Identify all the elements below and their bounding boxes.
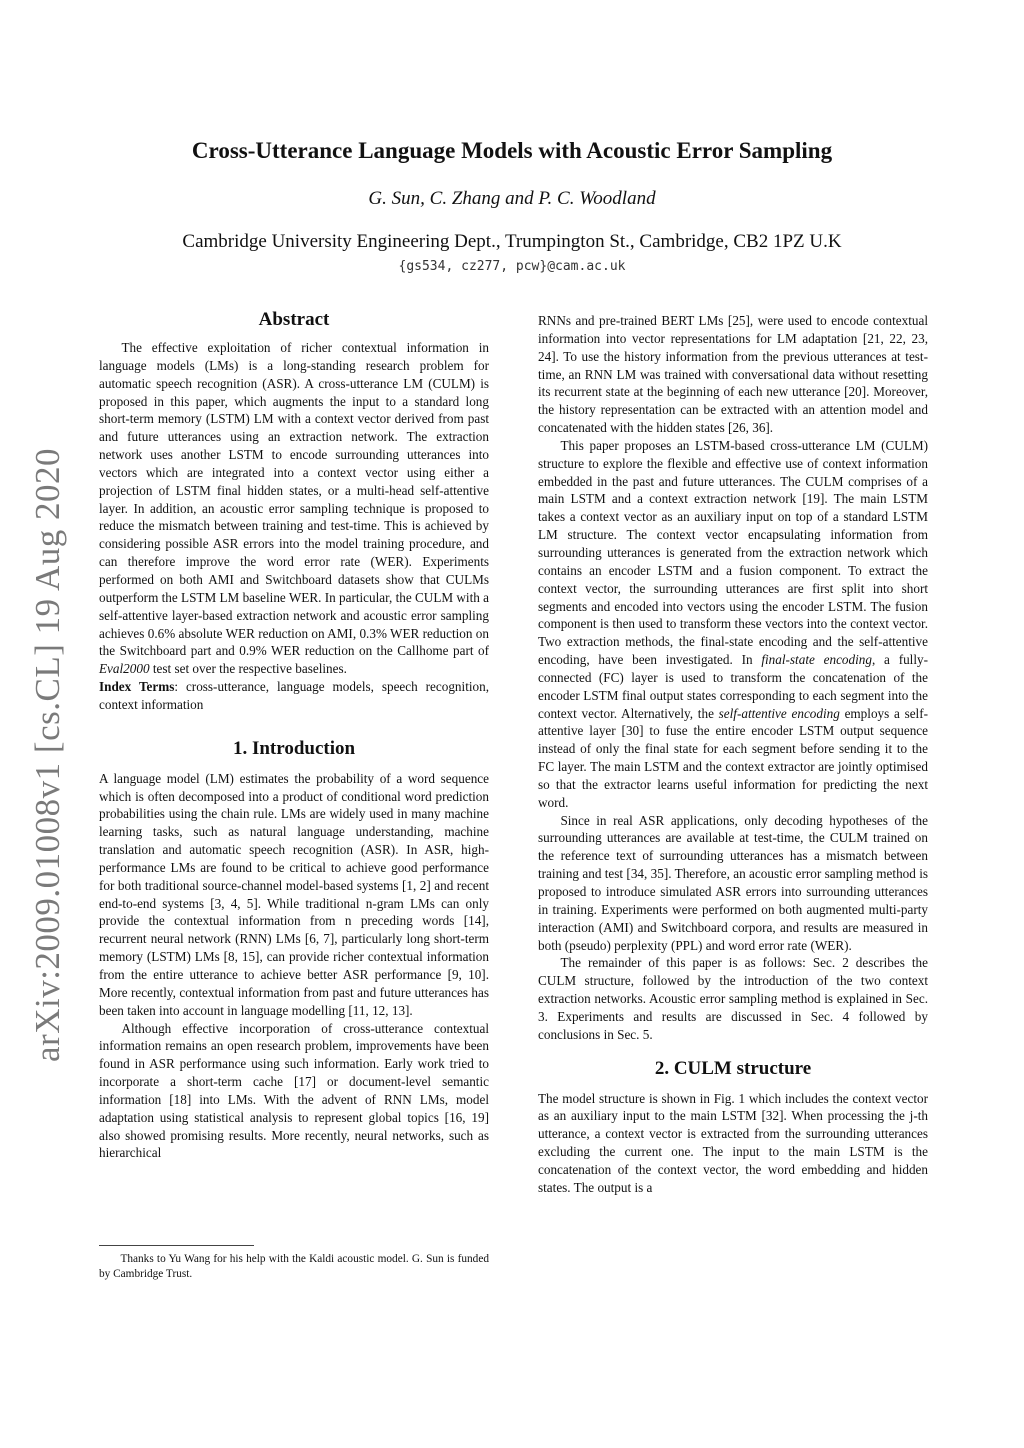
paper-title: Cross-Utterance Language Models with Acoustic Error Sampling bbox=[191, 138, 833, 163]
intro-paragraph-2: Although effective incorporation of cross-utterance contextual information remains an open research problem, improvements have been found in ASR performance using such information. Early work tried to incorporate a short-term cache [17] or document-level semantic information [18] into LMs. With the advent of RNN LMs, model adaptation using statistical analysis to represent global topics [16, 19] also showed promising results. More recently, neural networks, such as hierarchical bbox=[99, 1020, 489, 1161]
right-column bbox=[538, 312, 928, 1197]
right-paragraph-2 bbox=[538, 437, 928, 812]
right-paragraph-5: The model structure is shown in Fig. 1 which includes the context vector as an auxiliary input to the main LSTM [32]. When processing the j-th utterance, a context vector is extracted from the surrounding utterances excluding the current one. The input to the main LSTM is the concatenation of the context vector, the word embedding and hidden states. The output is a bbox=[538, 1090, 928, 1195]
abstract-body bbox=[99, 339, 489, 678]
index-terms-text: : cross-utterance, language models, speech recognition, context information bbox=[99, 679, 490, 712]
paper-affiliation: Cambridge University Engineering Dept., Trumpington St., Cambridge, CB2 1PZ U.K bbox=[182, 231, 842, 252]
abstract-eval-name: Eval2000 bbox=[99, 661, 150, 677]
index-terms bbox=[99, 678, 489, 714]
right-paragraph-4: The remainder of this paper is as follows: Sec. 2 describes the CULM structure, followed by the introduction of the two context extraction networks. Acoustic error sampling method is explained in Sec. 3. Experiments and results are discussed in Sec. 4 followed by conclusions in Sec. 5. bbox=[538, 955, 928, 1042]
abstract-heading: Abstract bbox=[258, 309, 330, 330]
intro-heading: 1. Introduction bbox=[232, 737, 356, 759]
final-state-encoding-term: final-state encoding bbox=[761, 652, 872, 668]
intro-paragraph-1: A language model (LM) estimates the probability of a word sequence which is often decomposed into a product of conditional word prediction probabilities using the chain rule. LMs are widely used in many machine learning tasks, such as natural language understanding, machine translation and automatic speech recognition (ASR). In ASR, high-performance LMs are found to be critical to achieve good performance for both traditional source-channel model-based systems [1, 2] and recent end-to-end systems [3, 4, 5]. While traditional n-gram LMs can only provide the contextual information from n preceding words [14], recurrent neural network (RNN) LMs [6, 7], particularly long short-term memory (LSTM) LMs [8, 15], can provide richer contextual information from the entire utterance to achieve better ASR performance [9, 10]. More recently, contextual information from past and future utterances has been taken into account in language modelling [11, 12, 13]. bbox=[99, 770, 489, 1018]
right-p2-b: , a fully-connected (FC) layer is used to transform the concatenation of the encoder LSTM final output states corresponding to each segment into the context vector. Alternatively, the bbox=[538, 652, 928, 721]
self-attentive-encoding-term: self-attentive encoding bbox=[718, 705, 840, 721]
culm-structure-heading: 2. CULM structure bbox=[654, 1057, 812, 1079]
abstract-text-end: test set over the respective baselines. bbox=[149, 661, 347, 677]
paper-authors: G. Sun, C. Zhang and P. C. Woodland bbox=[368, 188, 656, 209]
arxiv-sidebar bbox=[18, 445, 78, 1065]
right-paragraph-3: Since in real ASR applications, only decoding hypotheses of the surrounding utterances are available at test-time, the CULM trained on the reference text of surrounding utterances has a mismatch between training and test [34, 35]. Therefore, an acoustic error sampling method is proposed to introduce simulated ASR errors into surrounding utterances in training. Experiments were performed on both augmented multi-party interaction (AMI) and Switchboard corpora, and results are measured in both (pseudo) perplexity (PPL) and word error rate (WER). bbox=[538, 812, 928, 953]
right-paragraph-1: RNNs and pre-trained BERT LMs [25], were used to encode contextual information into vector representations for LM adaptation [21, 22, 23, 24]. To use the history information from the previous utterances at test-time, an RNN LM was trained with conversational data without resetting its recurrent state at the beginning of each new utterance [20]. Moreover, the history representation can be extracted with an attention model and concatenated with the hidden states [26, 36]. bbox=[538, 313, 928, 436]
right-p2-a: This paper proposes an LSTM-based cross-utterance LM (CULM) structure to explore the flexible and effective use of context information embedded in the past and future utterances. The CULM comprises of a main LSTM and a context extraction network [19]. The main LSTM takes a context vector as an auxiliary input on top of a standard LSTM LM structure. The context vector encapsulating information from surrounding utterances is generated from the extraction network which contains an encoder LSTM and a fusion component. To extract the context vector, the surrounding utterances are first split into short segments and encoded into vectors using the encoder LSTM. The fusion component is then used to transform these vectors into the context vector. Two extraction methods, the final-state encoding and the self-attentive encoding, have been investigated. In bbox=[538, 437, 928, 668]
index-terms-label: Index Terms bbox=[99, 679, 175, 695]
footnote-text: Thanks to Yu Wang for his help with the Kaldi acoustic model. G. Sun is funded by Cambridge Trust. bbox=[99, 1253, 489, 1280]
left-column bbox=[99, 309, 489, 1162]
footnote bbox=[99, 1245, 489, 1282]
arxiv-identifier: arXiv:2009.01008v1 [cs.CL] 19 Aug 2020 bbox=[28, 448, 67, 1062]
right-p2-c: employs a self-attentive layer [30] to fuse the entire encoder LSTM output sequence instead of only the final state for each segment before sending it to the FC layer. The main LSTM and the context extractor are jointly optimised so that the extractor learns useful information for predicting the next word. bbox=[538, 705, 929, 810]
abstract-text: The effective exploitation of richer contextual information in language models (LMs) is a long-standing research problem for automatic speech recognition (ASR). A cross-utterance LM (CULM) is proposed in this paper, which augments the input to a standard long short-term memory (LSTM) LM with a context vector derived from past and future utterances using an extraction network. The extraction network uses another LSTM to encode surrounding utterances into vectors which are integrated into a context vector using either a projection of LSTM final hidden states, or a multi-head self-attentive layer. In addition, an acoustic error sampling technique is proposed to reduce the mismatch between training and test-time. This is achieved by considering possible ASR errors into the model training procedure, and can therefore improve the word error rate (WER). Experiments performed on both AMI and Switchboard datasets show that CULMs outperform the LSTM LM baseline WER. In particular, the CULM with a self-attentive layer-based extraction network and acoustic error sampling achieves 0.6% absolute WER reduction on AMI, 0.3% WER reduction on the Switchboard part and 0.9% WER reduction on the Callhome part of bbox=[99, 340, 490, 659]
paper-email: {gs534, cz277, pcw}@cam.ac.uk bbox=[398, 259, 626, 274]
footnote-rule bbox=[99, 1245, 254, 1246]
